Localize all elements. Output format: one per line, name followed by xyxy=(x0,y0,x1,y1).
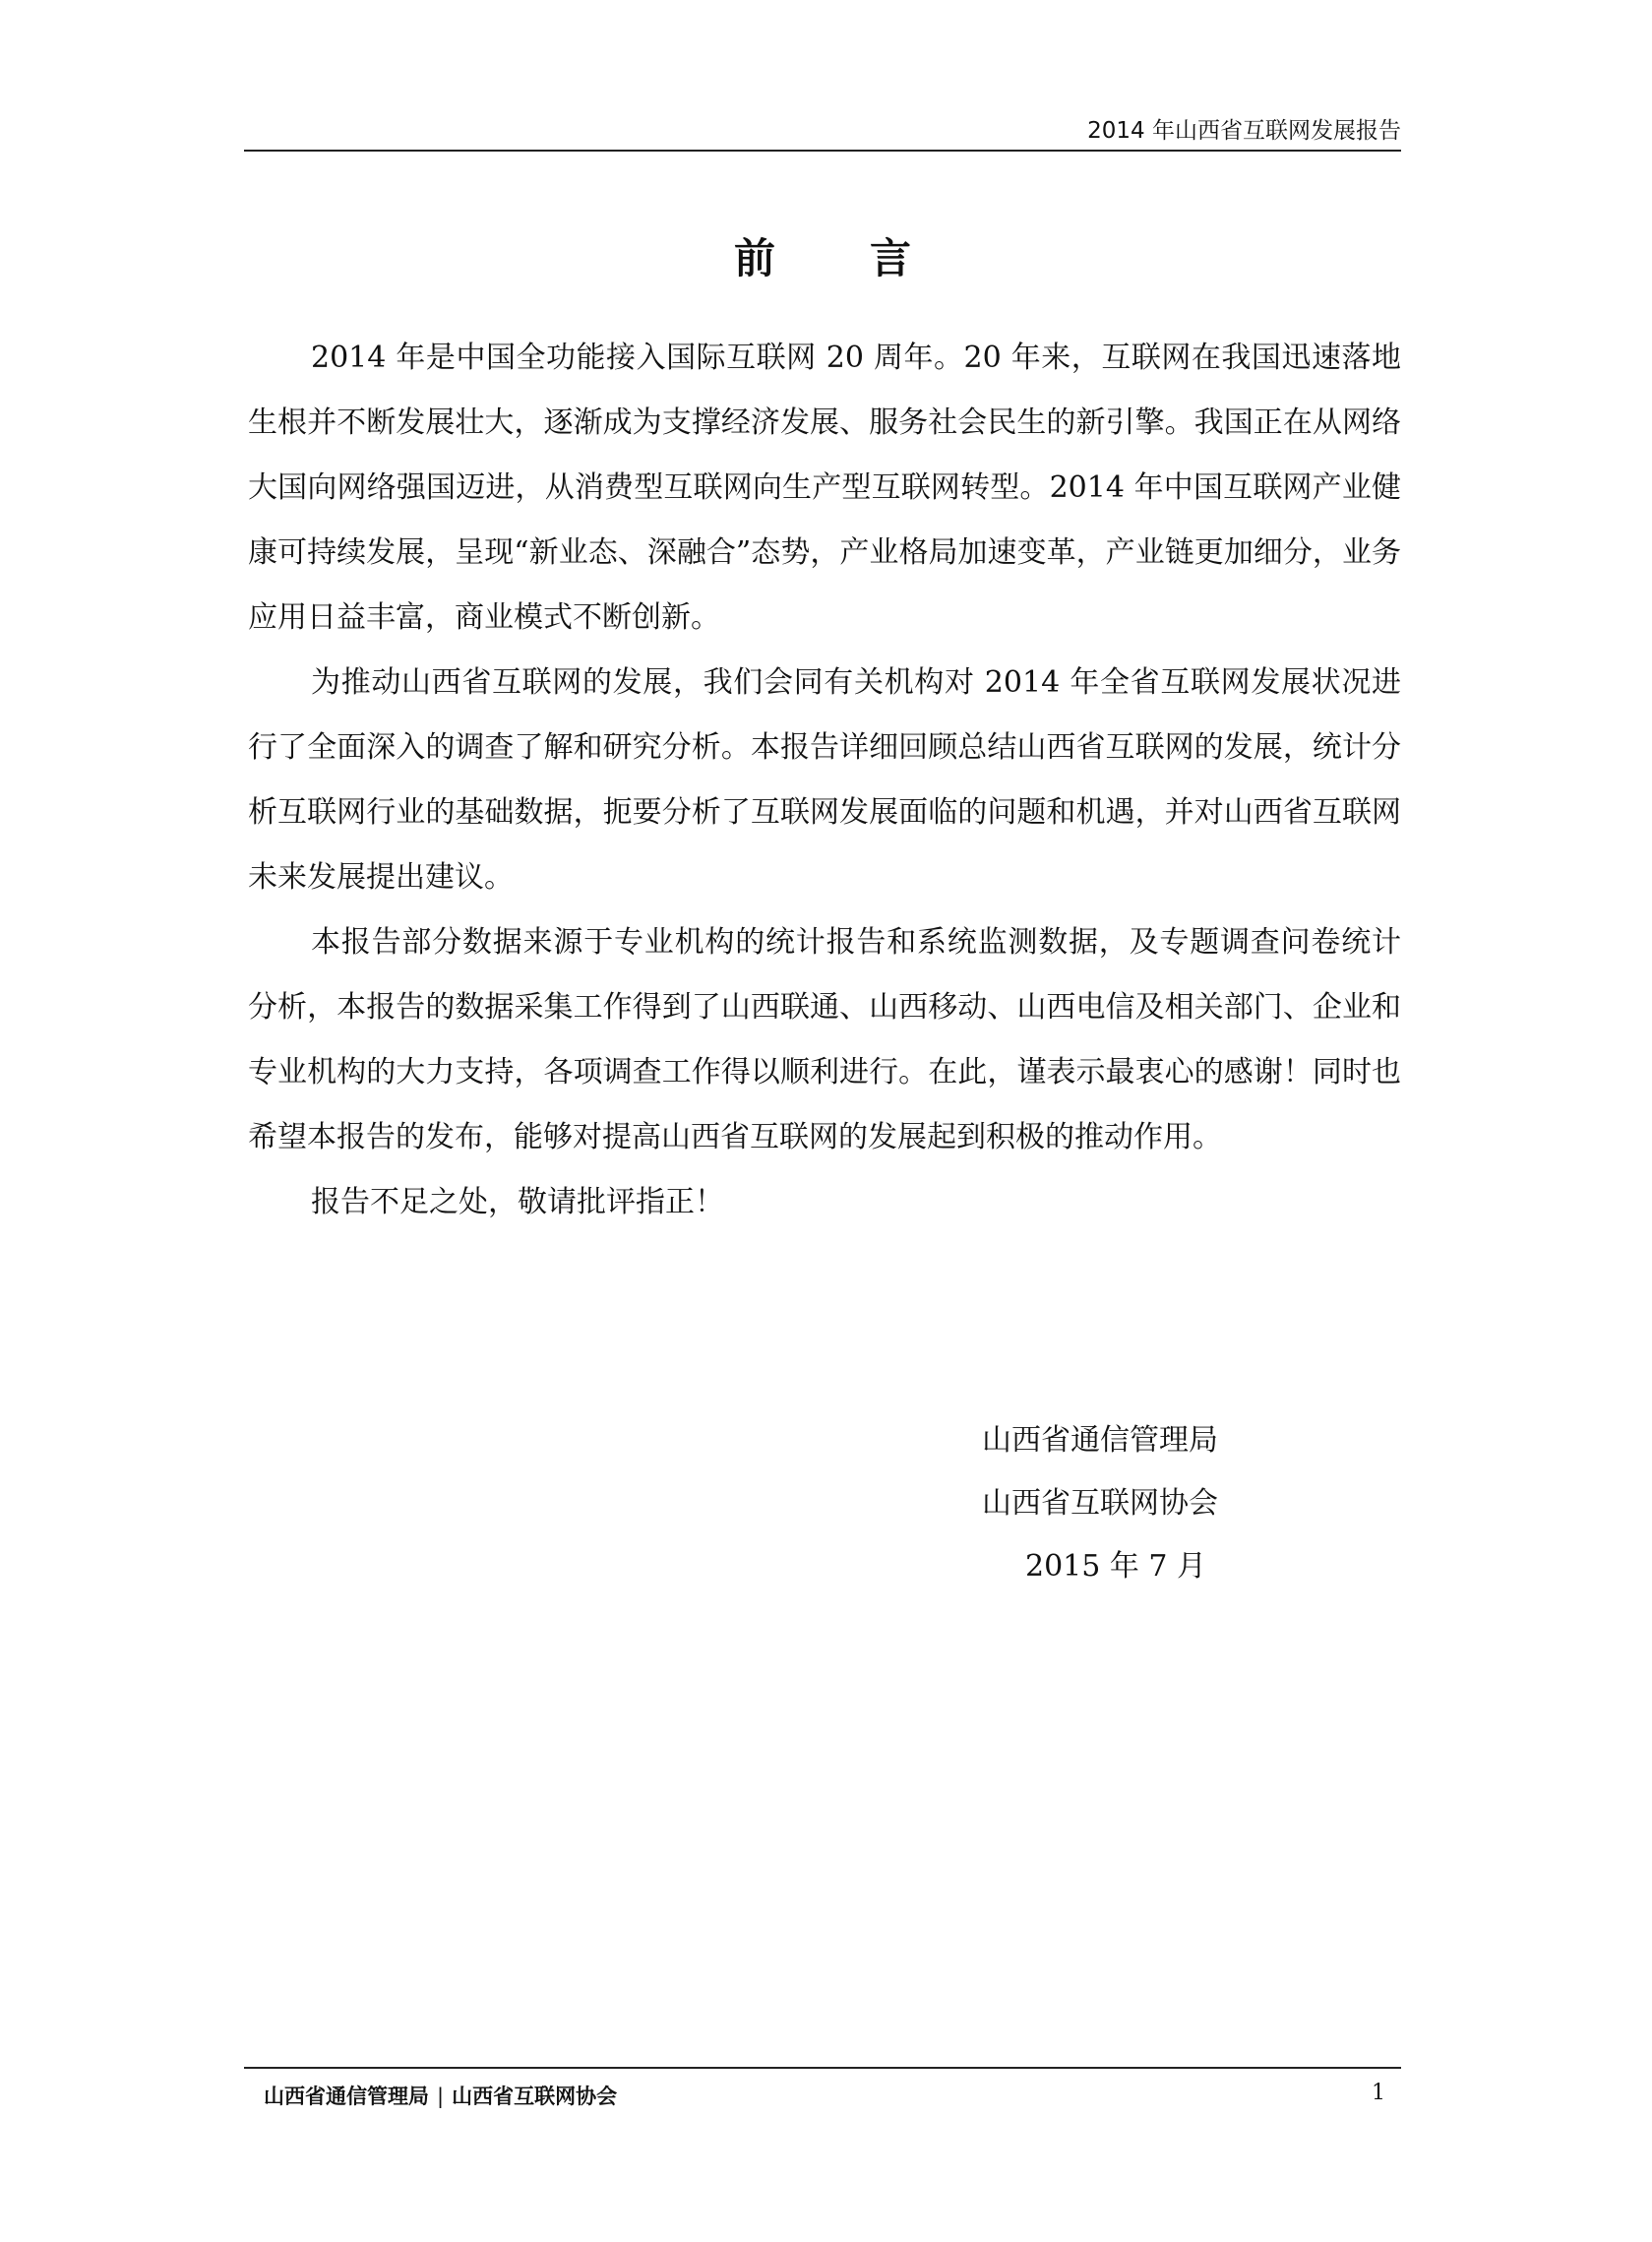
footer-org-1: 山西省通信管理局 xyxy=(264,2085,429,2108)
signature-org-1: 山西省通信管理局 xyxy=(982,1423,1218,1458)
footer-org-2: 山西省互联网协会 xyxy=(452,2085,618,2108)
document-title: 前言 xyxy=(733,234,1006,282)
document-body xyxy=(248,326,1401,1235)
signature-date: 2015 年 7 月 xyxy=(1025,1549,1207,1584)
paragraph-2: 为推动山西省互联网的发展，我们会同有关机构对 2014 年全省互联网发展状况进行了全面深入的调查了解和研究分析。本报告详细回顾总结山西省互联网的发展，统计分析互联网行业的基础数据，扼要分析了互联网发展面临的问题和机遇，并对山西省互联网未来发展提出建议。 xyxy=(248,665,1401,895)
paragraph-1: 2014 年是中国全功能接入国际互联网 20 周年。20 年来，互联网在我国迅速落地生根并不断发展壮大，逐渐成为支撑经济发展、服务社会民生的新引擎。我国正在从网络大国向网络强国迈进，从消费型互联网向生产型互联网转型。2014 年中国互联网产业健康可持续发展，呈现“新业态、深融合”态势，产业格局加速变革，产业链更加细分，业务应用日益丰富，商业模式不断创新。 xyxy=(248,341,1401,635)
signature-org-2: 山西省互联网协会 xyxy=(982,1486,1218,1521)
footer-separator: | xyxy=(437,2085,445,2108)
page-number: 1 xyxy=(1372,2081,1385,2105)
signature-block xyxy=(982,1409,1336,1598)
header-title: 2014 年山西省互联网发展报告 xyxy=(1087,118,1401,144)
footer-organizations xyxy=(264,2081,617,2110)
paragraph-3: 本报告部分数据来源于专业机构的统计报告和系统监测数据，及专题调查问卷统计分析，本报告的数据采集工作得到了山西联通、山西移动、山西电信及相关部门、企业和专业机构的大力支持，各项调查工作得以顺利进行。在此，谨表示最衷心的感谢！同时也希望本报告的发布，能够对提高山西省互联网的发展起到积极的推动作用。 xyxy=(248,925,1401,1154)
page-header xyxy=(244,102,1401,152)
paragraph-4: 报告不足之处，敬请批评指正！ xyxy=(311,1185,724,1219)
page-footer xyxy=(244,2067,1401,2114)
